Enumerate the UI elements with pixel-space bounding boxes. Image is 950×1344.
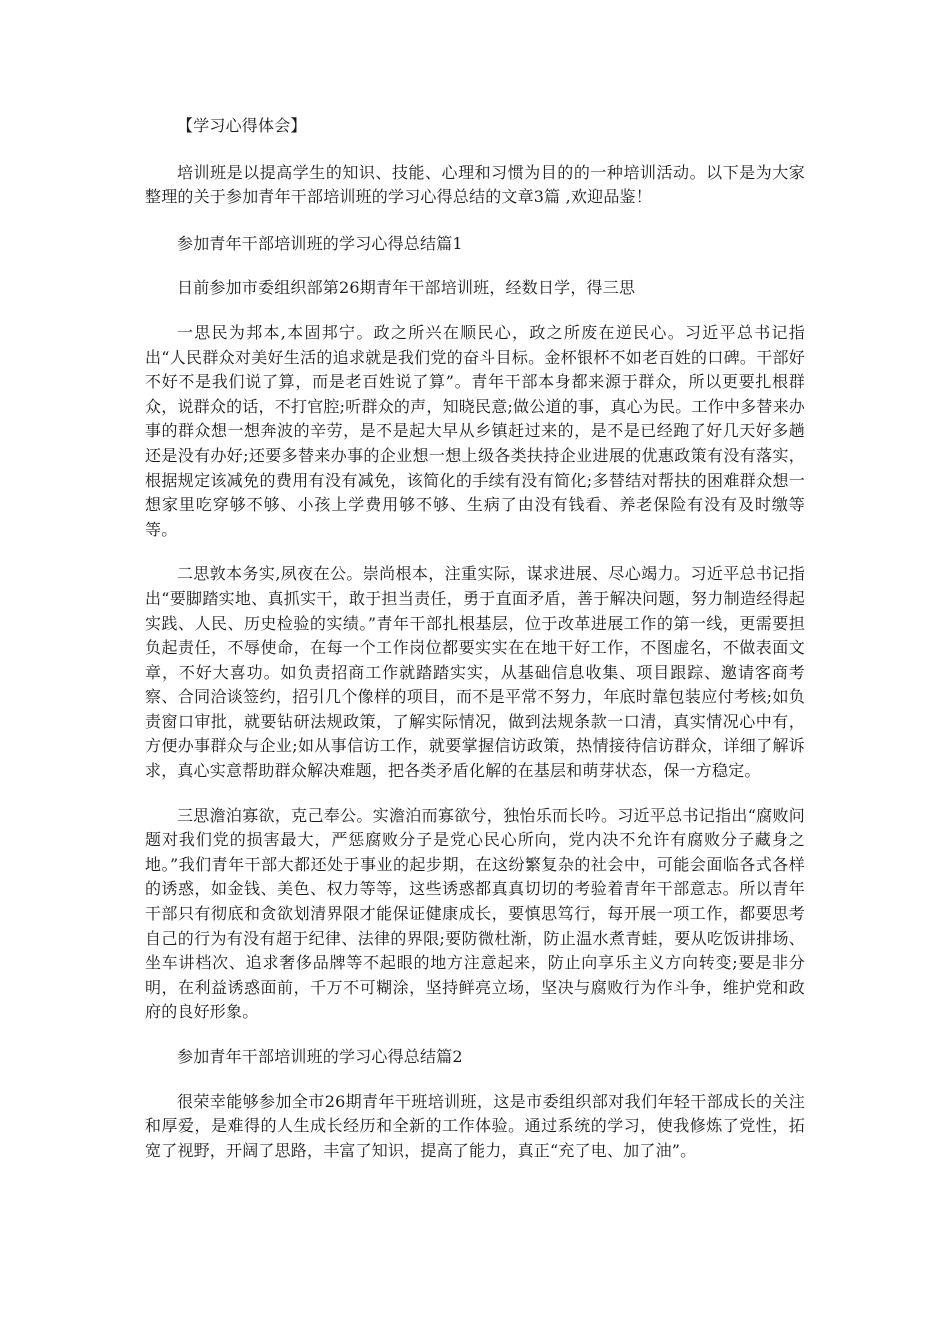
- part1-paragraph-3: 三思澹泊寡欲，克己奉公。实澹泊而寡欲兮，独怡乐而长吟。习近平总书记指出“腐败问题对我们党的损害最大，严惩腐败分子是党心民心所向，党内决不允许有腐败分子藏身之地。”我们青年干部大都还处于事业的起步期，在这纷繁复杂的社会中，可能会面临各式各样的诱惑，如金钱、美色、权力等等，这些诱惑都真真切切的考验着青年干部意志。所以青年干部只有彻底和贪欲划清界限才能保证健康成长，要慎思笃行，每开展一项工作，都要思考自己的行为有没有超于纪律、法律的界限;要防微杜渐，防止温水煮青蛙，要从吃饭讲排场、坐车讲档次、追求奢侈品牌等不起眼的地方注意起来，防止向享乐主义方向转变;要是非分明，在利益诱惑面前，千万不可糊涂，坚持鲜亮立场，坚决与腐败行为作斗争，维护党和政府的良好形象。: [145, 805, 805, 1022]
- part2-title: 参加青年干部培训班的学习心得总结篇2: [177, 1047, 463, 1066]
- part1-paragraph-2: 二思敦本务实,夙夜在公。崇尚根本，注重实际，谋求进展、尽心竭力。习近平总书记指出“要脚踏实地、真抓实干，敢于担当责任，勇于直面矛盾，善于解决问题，努力制造经得起实践、人民、历史检验的实绩。”青年干部扎根基层，位于改革进展工作的第一线，更需要担负起责任，不辱使命，在每一个工作岗位都要实实在在地干好工作，不图虚名，不做表面文章，不好大喜功。如负责招商工作就踏踏实实，从基础信息收集、项目跟踪、邀请客商考察、合同洽谈签约，招引几个像样的项目，而不是平常不努力，年底时靠包装应付考核;如负责窗口审批，就要钻研法规政策，了解实际情况，做到法规条款一口清，真实情况心中有，方便办事群众与企业;如从事信访工作，就要掌握信访政策，热情接待信访群众，详细了解诉求，真心实意帮助群众解决难题，把各类矛盾化解的在基层和萌芽状态，保一方稳定。: [145, 564, 805, 781]
- part2-paragraph-1: 很荣幸能够参加全市26期青年干班培训班，这是市委组织部对我们年轻干部成长的关注和厚爱，是难得的人生成长经历和全新的工作体验。通过系统的学习，使我修炼了党性，拓宽了视野，开阔了思路，丰富了知识，提高了能力，真正“充了电、加了油”。: [145, 1091, 805, 1160]
- intro-paragraph: 培训班是以提高学生的知识、技能、心理和习惯为目的的一种培训活动。以下是为大家整理的关于参加青年干部培训班的学习心得总结的文章3篇 ,欢迎品鉴！: [145, 162, 805, 207]
- part1-lead: 日前参加市委组织部第26期青年干部培训班，经数日学，得三思: [177, 278, 636, 298]
- part1-title: 参加青年干部培训班的学习心得总结篇1: [177, 233, 463, 253]
- document-page: [145, 114, 805, 1163]
- document-header: 【学习心得体会】: [177, 116, 307, 135]
- part1-paragraph-1: 一思民为邦本,本固邦宁。政之所兴在顺民心，政之所废在逆民心。习近平总书记指出“人民群众对美好生活的追求就是我们党的奋斗目标。金杯银杯不如老百姓的口碑。干部好不好不是我们说了算，而是老百姓说了算”。青年干部本身都来源于群众，所以更要扎根群众，说群众的话，不打官腔;听群众的声，知晓民意;做公道的事，真心为民。工作中多替来办事的群众想一想奔波的辛劳，是不是起大早从乡镇赶过来的，是不是已经跑了好几天好多趟还是没有办好;还要多替来办事的企业想一想上级各类扶持企业进展的优惠政策有没有落实，根据规定该减免的费用有没有减免，该简化的手续有没有简化;多替结对帮扶的困难群众想一想家里吃穿够不够、小孩上学费用够不够、生病了由没有钱看、养老保险有没有及时缴等等。: [145, 322, 805, 539]
